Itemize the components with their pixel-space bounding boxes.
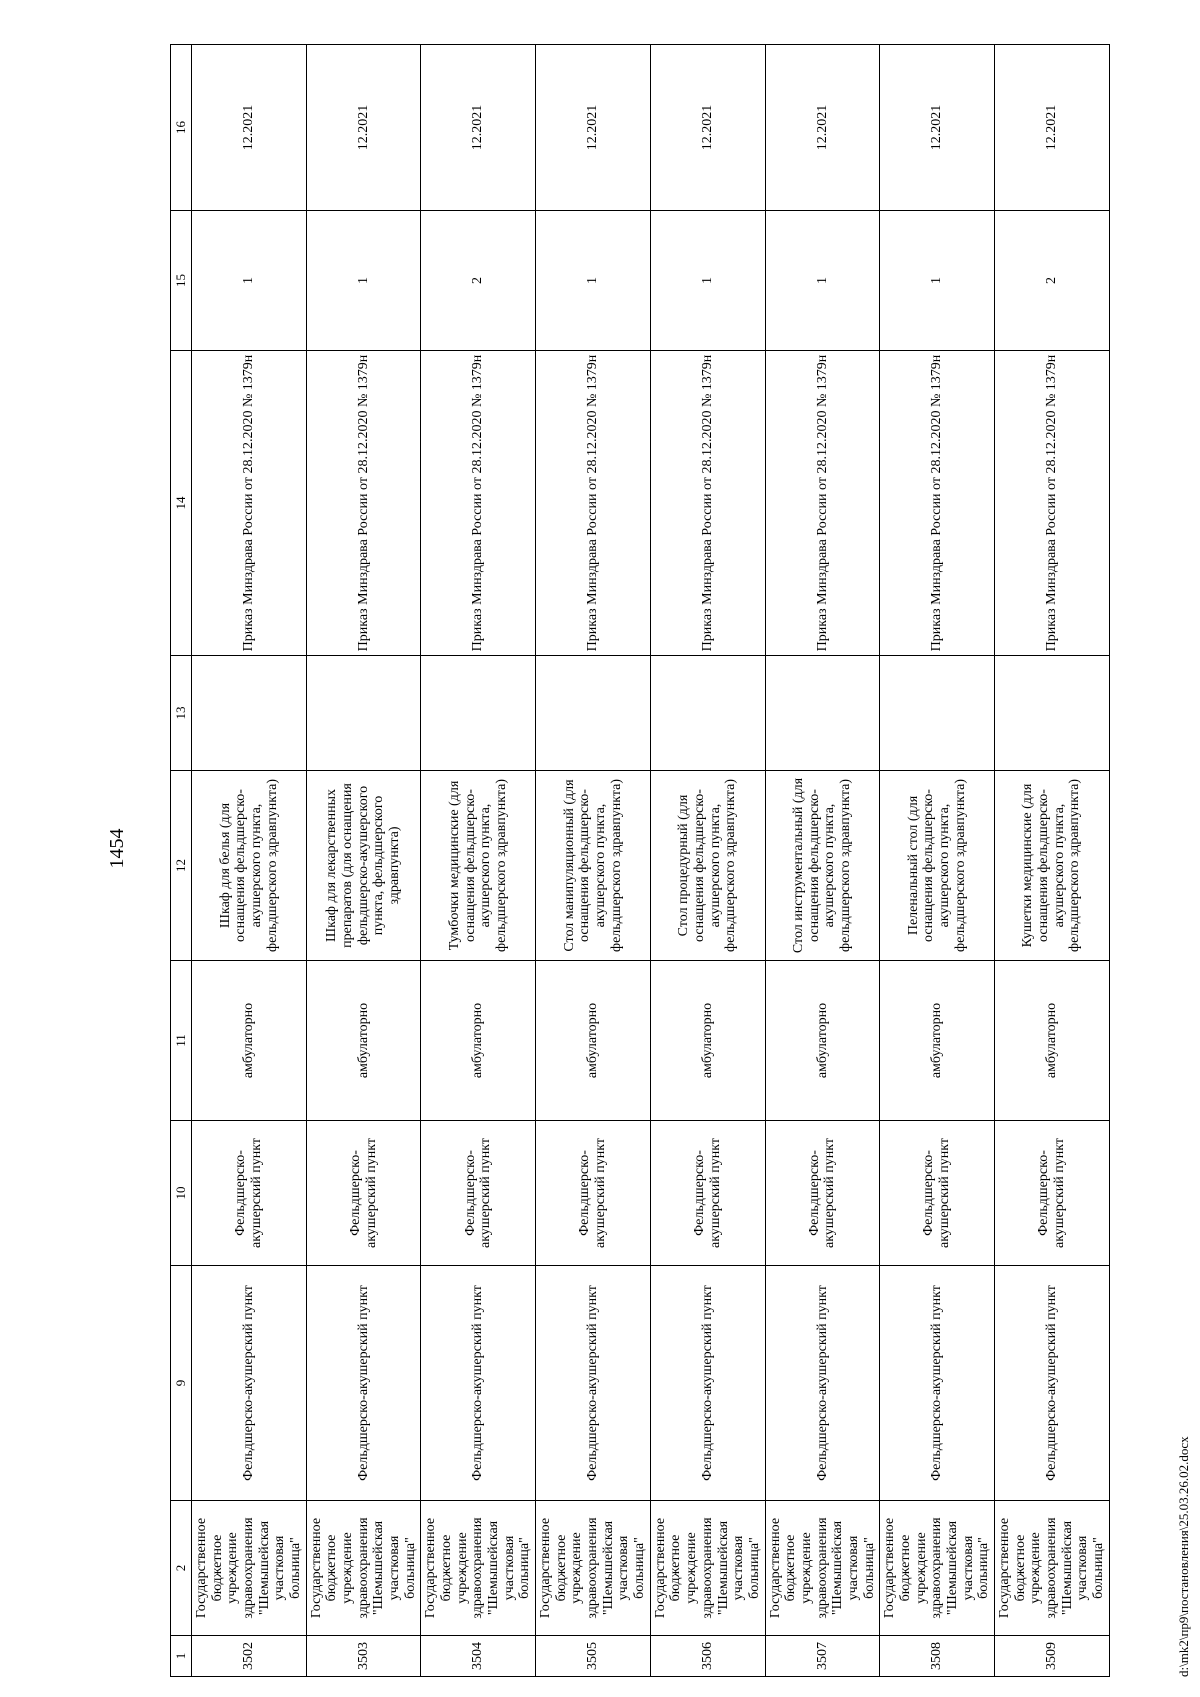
- order-cell: Приказ Минздрава России от 28.12.2020 № 1379н: [880, 351, 995, 656]
- equipment-name-cell: Кушетки медицинские (для оснащения фельдшерско-акушерского пункта, фельдшерского здравпункта): [994, 771, 1109, 961]
- table-row: [306, 45, 421, 1677]
- column-header: 12: [171, 771, 192, 961]
- equipment-name-cell: Тумбочки медицинские (для оснащения фельдшерско-акушерского пункта, фельдшерского здравпункта): [421, 771, 536, 961]
- column-header: 1: [171, 1636, 192, 1677]
- equipment-name-cell: Шкаф для белья (для оснащения фельдшерско-акушерского пункта, фельдшерского здравпункта): [192, 771, 307, 961]
- institution-cell: Государственное бюджетное учреждение здравоохранения "Шемышейская участковая больница": [765, 1501, 880, 1636]
- row-number: 3502: [192, 1636, 307, 1677]
- care-form-cell: амбулаторно: [536, 961, 651, 1121]
- institution-cell: Государственное бюджетное учреждение здравоохранения "Шемышейская участковая больница": [421, 1501, 536, 1636]
- care-form-cell: амбулаторно: [765, 961, 880, 1121]
- row-number: 3506: [650, 1636, 765, 1677]
- order-cell: Приказ Минздрава России от 28.12.2020 № 1379н: [994, 351, 1109, 656]
- table-row: [994, 45, 1109, 1677]
- table-row: [880, 45, 995, 1677]
- column-header: 2: [171, 1501, 192, 1636]
- footer-file-path: d:\mk2\пр9\постановления\25.03.26.02.docx: [1176, 1436, 1191, 1677]
- order-cell: Приказ Минздрава России от 28.12.2020 № 1379н: [536, 351, 651, 656]
- order-cell: Приказ Минздрава России от 28.12.2020 № 1379н: [306, 351, 421, 656]
- structure-cell: Фельдшерско-акушерский пункт: [880, 1121, 995, 1266]
- structure-cell: Фельдшерско-акушерский пункт: [192, 1121, 307, 1266]
- unit-cell: Фельдшерско-акушерский пункт: [650, 1266, 765, 1501]
- column-header: 14: [171, 351, 192, 656]
- unit-cell: Фельдшерско-акушерский пункт: [192, 1266, 307, 1501]
- date-cell: 12.2021: [880, 45, 995, 211]
- equipment-name-cell: Стол инструментальный (для оснащения фельдшерско-акушерского пункта, фельдшерского здравпункта): [765, 771, 880, 961]
- row-number: 3507: [765, 1636, 880, 1677]
- quantity-cell: 1: [880, 211, 995, 351]
- care-form-cell: амбулаторно: [650, 961, 765, 1121]
- equipment-table: [170, 44, 1110, 1677]
- quantity-cell: 2: [994, 211, 1109, 351]
- column-header: 15: [171, 211, 192, 351]
- quantity-cell: 2: [421, 211, 536, 351]
- table-row: [650, 45, 765, 1677]
- column-header: 16: [171, 45, 192, 211]
- empty-cell: [880, 656, 995, 771]
- date-cell: 12.2021: [306, 45, 421, 211]
- structure-cell: Фельдшерско-акушерский пункт: [536, 1121, 651, 1266]
- page-number: 1454: [106, 828, 128, 869]
- institution-cell: Государственное бюджетное учреждение здравоохранения "Шемышейская участковая больница": [306, 1501, 421, 1636]
- structure-cell: Фельдшерско-акушерский пункт: [421, 1121, 536, 1266]
- row-number: 3508: [880, 1636, 995, 1677]
- quantity-cell: 1: [765, 211, 880, 351]
- equipment-name-cell: Стол процедурный (для оснащения фельдшерско-акушерского пункта, фельдшерского здравпункта): [650, 771, 765, 961]
- care-form-cell: амбулаторно: [421, 961, 536, 1121]
- institution-cell: Государственное бюджетное учреждение здравоохранения "Шемышейская участковая больница": [192, 1501, 307, 1636]
- column-header: 13: [171, 656, 192, 771]
- empty-cell: [536, 656, 651, 771]
- date-cell: 12.2021: [650, 45, 765, 211]
- date-cell: 12.2021: [765, 45, 880, 211]
- row-number: 3504: [421, 1636, 536, 1677]
- empty-cell: [192, 656, 307, 771]
- care-form-cell: амбулаторно: [306, 961, 421, 1121]
- unit-cell: Фельдшерско-акушерский пункт: [421, 1266, 536, 1501]
- quantity-cell: 1: [306, 211, 421, 351]
- quantity-cell: 1: [650, 211, 765, 351]
- equipment-name-cell: Стол манипуляционный (для оснащения фельдшерско-акушерского пункта, фельдшерского здравпункта): [536, 771, 651, 961]
- unit-cell: Фельдшерско-акушерский пункт: [880, 1266, 995, 1501]
- order-cell: Приказ Минздрава России от 28.12.2020 № 1379н: [650, 351, 765, 656]
- structure-cell: Фельдшерско-акушерский пункт: [765, 1121, 880, 1266]
- quantity-cell: 1: [536, 211, 651, 351]
- empty-cell: [994, 656, 1109, 771]
- table-row: [421, 45, 536, 1677]
- unit-cell: Фельдшерско-акушерский пункт: [306, 1266, 421, 1501]
- order-cell: Приказ Минздрава России от 28.12.2020 № 1379н: [765, 351, 880, 656]
- date-cell: 12.2021: [994, 45, 1109, 211]
- unit-cell: Фельдшерско-акушерский пункт: [765, 1266, 880, 1501]
- quantity-cell: 1: [192, 211, 307, 351]
- equipment-name-cell: Шкаф для лекарственных препаратов (для оснащения фельдшерско-акушерского пункта, фельдшерского здравпункта): [306, 771, 421, 961]
- equipment-name-cell: Пеленальный стол (для оснащения фельдшерско-акушерского пункта, фельдшерского здравпункта): [880, 771, 995, 961]
- unit-cell: Фельдшерско-акушерский пункт: [536, 1266, 651, 1501]
- empty-cell: [650, 656, 765, 771]
- order-cell: Приказ Минздрава России от 28.12.2020 № 1379н: [421, 351, 536, 656]
- care-form-cell: амбулаторно: [994, 961, 1109, 1121]
- column-number-row: [171, 45, 192, 1677]
- column-header: 11: [171, 961, 192, 1121]
- date-cell: 12.2021: [421, 45, 536, 211]
- row-number: 3503: [306, 1636, 421, 1677]
- empty-cell: [421, 656, 536, 771]
- row-number: 3509: [994, 1636, 1109, 1677]
- column-header: 9: [171, 1266, 192, 1501]
- empty-cell: [765, 656, 880, 771]
- unit-cell: Фельдшерско-акушерский пункт: [994, 1266, 1109, 1501]
- table-row: [192, 45, 307, 1677]
- order-cell: Приказ Минздрава России от 28.12.2020 № 1379н: [192, 351, 307, 656]
- institution-cell: Государственное бюджетное учреждение здравоохранения "Шемышейская участковая больница": [880, 1501, 995, 1636]
- table-row: [765, 45, 880, 1677]
- institution-cell: Государственное бюджетное учреждение здравоохранения "Шемышейская участковая больница": [650, 1501, 765, 1636]
- structure-cell: Фельдшерско-акушерский пункт: [306, 1121, 421, 1266]
- care-form-cell: амбулаторно: [880, 961, 995, 1121]
- table-row: [536, 45, 651, 1677]
- date-cell: 12.2021: [192, 45, 307, 211]
- institution-cell: Государственное бюджетное учреждение здравоохранения "Шемышейская участковая больница": [994, 1501, 1109, 1636]
- structure-cell: Фельдшерско-акушерский пункт: [994, 1121, 1109, 1266]
- column-header: 10: [171, 1121, 192, 1266]
- institution-cell: Государственное бюджетное учреждение здравоохранения "Шемышейская участковая больница": [536, 1501, 651, 1636]
- empty-cell: [306, 656, 421, 771]
- structure-cell: Фельдшерско-акушерский пункт: [650, 1121, 765, 1266]
- row-number: 3505: [536, 1636, 651, 1677]
- care-form-cell: амбулаторно: [192, 961, 307, 1121]
- date-cell: 12.2021: [536, 45, 651, 211]
